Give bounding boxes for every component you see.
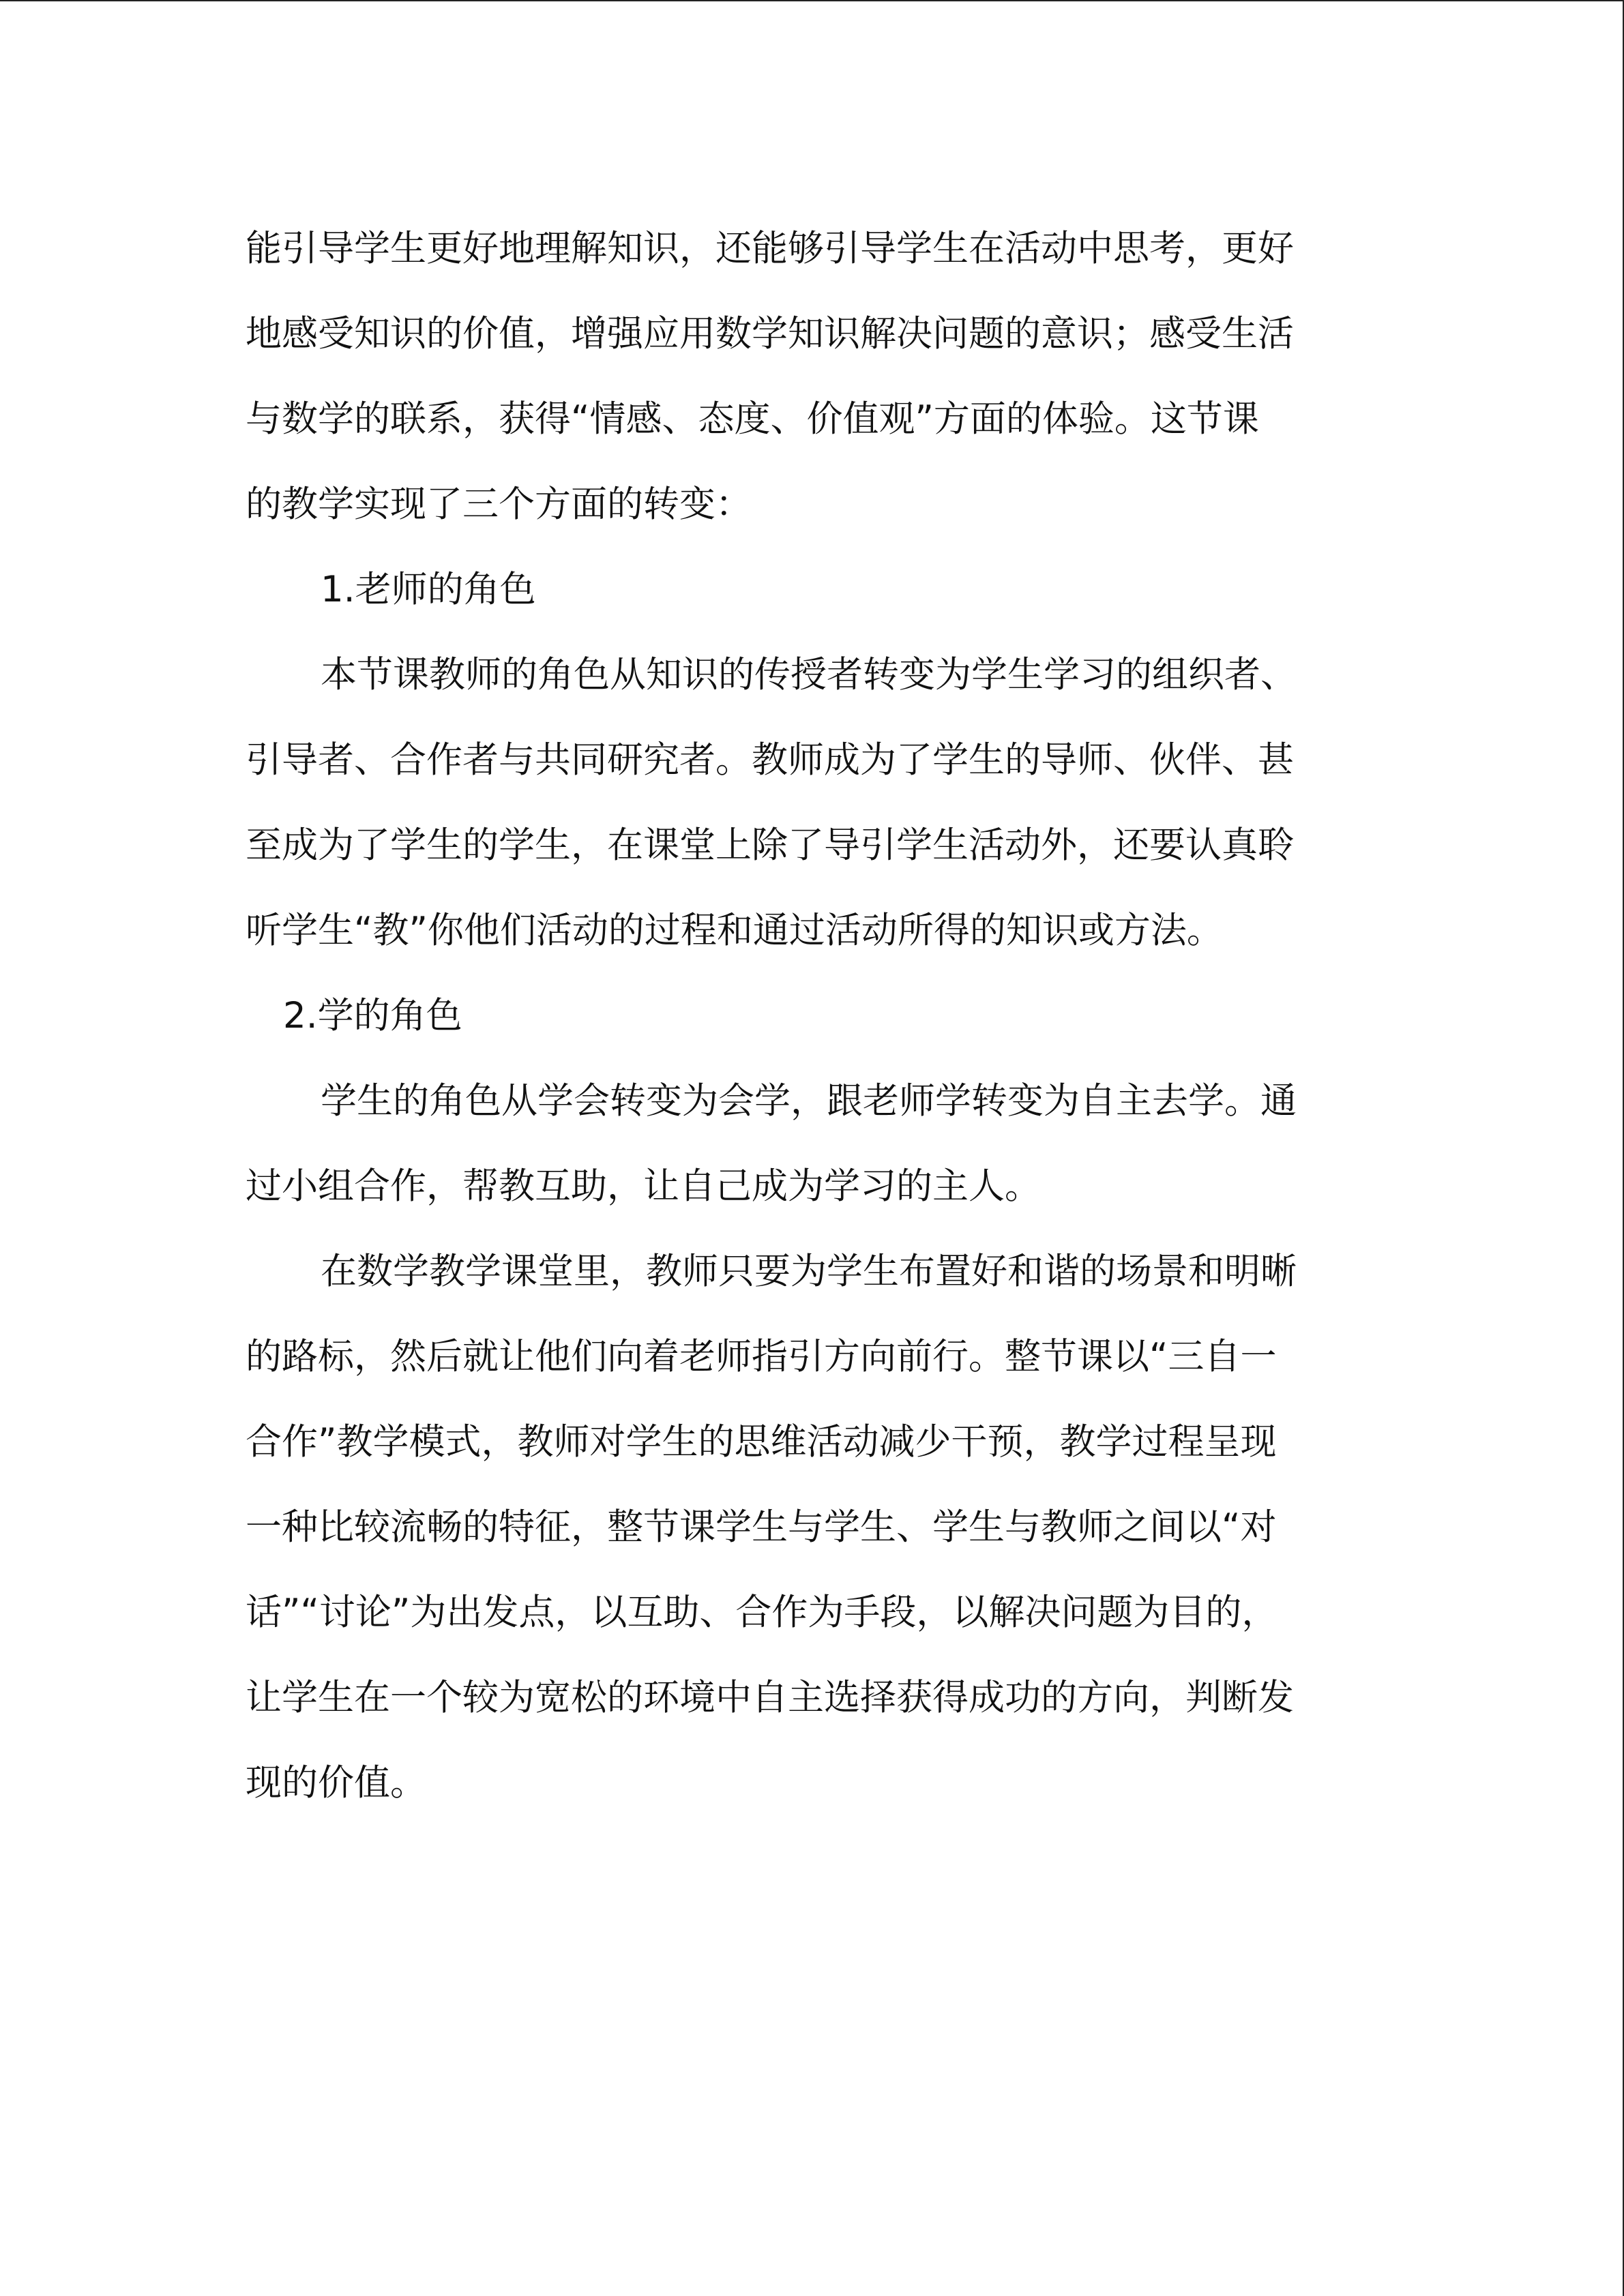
document-body bbox=[246, 206, 1357, 1825]
text-line: 过小组合作，帮教互助，让自己成为学习的主人。 bbox=[246, 1165, 1041, 1207]
text-line: 的教学实现了三个方面的转变： bbox=[246, 483, 752, 525]
text-line: 至成为了学生的学生，在课堂上除了导引学生活动外，还要认真聆 bbox=[246, 824, 1294, 866]
section-heading-teacher-role: 1.老师的角色 bbox=[321, 569, 536, 610]
text-line: 本节课教师的角色从知识的传授者转变为学生学习的组织者、 bbox=[321, 654, 1297, 696]
text-line: 学生的角色从学会转变为会学，跟老师学转变为自主去学。通 bbox=[321, 1080, 1297, 1122]
text-line: 与数学的联系，获得“情感、态度、价值观”方面的体验。这节课 bbox=[246, 398, 1259, 440]
text-line: 听学生“教”你他们活动的过程和通过活动所得的知识或方法。 bbox=[246, 910, 1223, 951]
text-line: 合作”教学模式，教师对学生的思维活动减少干预，教学过程呈现 bbox=[246, 1421, 1277, 1463]
text-line: 的路标，然后就让他们向着老师指引方向前行。整节课以“三自一 bbox=[246, 1336, 1277, 1377]
text-line: 地感受知识的价值，增强应用数学知识解决问题的意识；感受生活 bbox=[246, 313, 1294, 355]
text-line: 话”“讨论”为出发点，以互助、合作为手段，以解决问题为目的， bbox=[246, 1592, 1278, 1633]
section-heading-student-role: 2.学的角色 bbox=[283, 995, 462, 1037]
text-line: 引导者、合作者与共同研究者。教师成为了学生的导师、伙伴、甚 bbox=[246, 739, 1294, 781]
text-line: 一种比较流畅的特征，整节课学生与学生、学生与教师之间以“对 bbox=[246, 1506, 1277, 1548]
text-line: 让学生在一个较为宽松的环境中自主选择获得成功的方向，判断发 bbox=[246, 1677, 1294, 1718]
text-line: 能引导学生更好地理解知识，还能够引导学生在活动中思考，更好 bbox=[246, 228, 1294, 269]
text-line: 在数学教学课堂里，教师只要为学生布置好和谐的场景和明晰 bbox=[321, 1251, 1297, 1292]
text-line: 现的价值。 bbox=[246, 1762, 426, 1804]
